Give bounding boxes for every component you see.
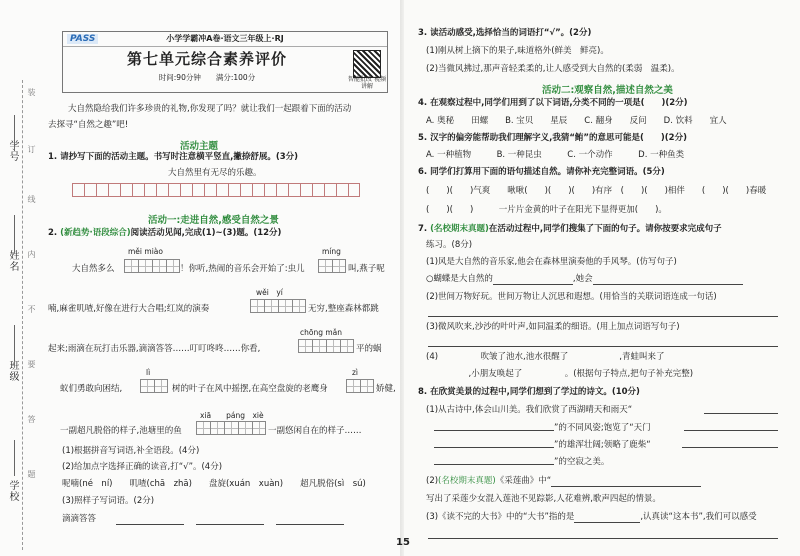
tianzige-weiyi[interactable] [250, 299, 306, 313]
q7-item-1-prompt [426, 274, 743, 285]
binding-mark: 装 [27, 88, 36, 96]
q2-tag: (新趋势·语段综合) [60, 228, 131, 238]
question-4: 4. 在观察过程中,同学们用到了以下词语,分类不同的一项是( )(2分) [418, 98, 688, 108]
q7-item-2: (2)世间万物好玩。世间万物让人沉思和遐想。(用恰当的关联词语连成一句话) [426, 292, 717, 302]
binding-mark: 答 [27, 415, 36, 423]
binding-margin [0, 0, 40, 556]
answer-blank[interactable] [593, 275, 743, 285]
exam-title: 第七单元综合素养评价 [126, 50, 287, 68]
binding-mark: 要 [27, 360, 36, 368]
section-2-heading: 活动二:观察自然,描述自然之美 [542, 85, 673, 96]
answer-blank[interactable] [551, 477, 701, 487]
q8-item-2: (2)(名校期末真题)《采莲曲》中“ [426, 476, 701, 487]
question-5: 5. 汉字的偏旁能帮助我们理解字义,我猜“鲔”的意思可能是( )(2分) [418, 133, 687, 143]
pinyin-zi: zì [352, 368, 359, 377]
q4-options[interactable]: A. 奥秘 田螺 B. 宝贝 星辰 C. 翻身 反问 D. 饮料 宜人 [426, 116, 727, 126]
sub-question-2: (2)给加点字选择正确的读音,打“√”。(4分) [62, 462, 223, 472]
pinyin-li: lì [146, 368, 151, 377]
q6-blanks-2[interactable]: ( )( ) 一片片金黄的叶子在阳光下显得更加( )。 [426, 205, 667, 215]
binding-dash-line [22, 80, 23, 550]
q7-text: 在活动过程中,同学们搜集了下面的句子。请你按要求完成句子 [488, 224, 722, 234]
q7-item-4-cont[interactable]: ,小朋友唤起了 。(根据句子特点,把句子补充完整) [426, 369, 694, 379]
section-theme-heading: 活动主题 [180, 141, 219, 152]
q8-2-text: 《采莲曲》中“ [495, 476, 552, 486]
example-word: 滴滴答答 [62, 514, 97, 524]
pinyin-ming: míng [322, 247, 341, 256]
name-label: 姓名 [7, 250, 18, 272]
q8-2-tag: (名校期末真题) [438, 476, 496, 486]
q5-options[interactable]: A. 一种植物 B. 一种昆虫 C. 一个动作 D. 一种鱼类 [426, 150, 685, 160]
binding-mark: 不 [27, 305, 36, 313]
qr-code-icon[interactable] [353, 50, 381, 78]
question-8: 8. 在欣赏美景的过程中,同学们想到了学过的诗文。(10分) [418, 387, 640, 397]
sub-question-1: (1)根据拼音写词语,补全语段。(4分) [62, 446, 200, 456]
answer-line[interactable] [684, 430, 778, 431]
right-page [404, 0, 800, 556]
pinyin-xia-pangxie: xiā páng xiè [200, 411, 264, 420]
school-label: 学校 [7, 480, 18, 502]
pinyin-meimiao: měi miào [128, 247, 163, 256]
theme-sentence: 大自然里有无尽的乐趣。 [168, 168, 262, 178]
tianzige-zi[interactable] [346, 379, 374, 393]
tianzige-chongman[interactable] [298, 339, 354, 353]
answer-line[interactable] [196, 524, 264, 525]
class-line [14, 325, 15, 361]
q8-item-1c: ”的雄浑壮阔;领略了鹿柴“ [554, 440, 651, 450]
passage-line-4b: 树的叶子在风中摇摆,在高空盘旋的老鹰身 [172, 384, 328, 394]
passage-line-5b: 一副悠闲自在的样子…… [268, 426, 362, 436]
question-2: 2. (新趋势·语段综合)阅读活动见闻,完成(1)~(3)题。(12分) [48, 228, 282, 238]
page-number: 15 [396, 537, 410, 548]
tianzige-xia-pangxie[interactable] [196, 421, 266, 435]
q8-3-cont: ,认真读“这本书”,我们可以感受 [640, 512, 757, 522]
intro-line-2: 去探寻“自然之趣”吧! [48, 120, 129, 130]
answer-line[interactable] [116, 524, 184, 525]
answer-line[interactable] [428, 346, 778, 347]
passage-line-1b: ！你听,热闹的音乐会开始了:虫儿 [180, 264, 305, 274]
qr-caption: 智能批改 视频讲解 [348, 76, 386, 90]
tianzige-ming[interactable] [318, 259, 346, 273]
answer-line[interactable] [704, 413, 778, 414]
q2-text: 阅读活动见闻,完成(1)~(3)题。(12分) [130, 228, 282, 238]
question-3: 3. 读活动感受,选择恰当的词语打“√”。(2分) [418, 28, 592, 38]
series-name: 小学学霸冲A卷·语文三年级上·RJ [63, 32, 387, 47]
binding-mark: 内 [27, 250, 36, 258]
copy-writing-grid[interactable] [72, 183, 360, 197]
passage-line-2b: 无穷,整座森林都跳 [308, 304, 379, 314]
q7-1-middle: ,她会 [572, 274, 593, 284]
name-line [14, 215, 15, 251]
passage-line-4c: 娇健, [376, 384, 396, 394]
q8-item-1: (1)从古诗中,体会山川美。我们欣赏了西湖晴天和雨天“ [426, 405, 633, 415]
answer-blank[interactable] [493, 275, 573, 285]
sub-question-3: (3)照样子写词语。(2分) [62, 496, 155, 506]
q8-item-1d: ”的空寂之美。 [554, 457, 610, 467]
answer-blank[interactable] [574, 513, 640, 523]
binding-mark: 题 [27, 470, 36, 478]
passage-line-5a: 一副超凡脱俗的样子,池塘里的鱼 [60, 426, 182, 436]
reading-choices[interactable]: 呢喃(né ní) 叽喳(chā zhā) 盘旋(xuán xuàn) 超凡脱俗(sì sú) [62, 479, 366, 489]
passage-line-2a: 喃,麻雀叽喳,好像在进行大合唱;红岚的演奏 [48, 304, 210, 314]
question-1: 1. 请抄写下面的活动主题。书写时注意横平竖直,撇捺舒展。(3分) [48, 152, 299, 162]
pinyin-chongman: chōng mǎn [300, 328, 343, 337]
class-label: 班级 [7, 360, 18, 382]
answer-line[interactable] [428, 538, 778, 539]
passage-line-1a: 大自然多么 [72, 264, 115, 274]
q3-item-2[interactable]: (2)当微风拂过,那声音轻柔柔的,让人感受到大自然的(柔弱 温柔)。 [426, 64, 680, 74]
time-score-info: 时间:90分钟 满分:100分 [158, 73, 256, 82]
answer-line[interactable] [434, 447, 554, 448]
pass-logo: PASS [67, 34, 98, 44]
binding-mark: 订 [27, 145, 36, 153]
q7-item-4[interactable]: (4) 吹皱了池水,池水很醒了 ,青蛙叫来了 [426, 352, 665, 362]
passage-line-3b: 平的蜗 [356, 344, 382, 354]
exam-header [62, 31, 388, 93]
q7-continued: 练习。(8分) [426, 240, 473, 250]
q8-item-1b: ”的不同风姿;饱览了“天门 [554, 423, 651, 433]
student-id-label: 学号 [7, 140, 18, 162]
q8-item-2b: 写出了采莲少女混入莲池不见踪影,人花难辨,歌声四起的情景。 [426, 494, 661, 504]
tianzige-li[interactable] [140, 379, 168, 393]
q3-item-1[interactable]: (1)刚从树上摘下的果子,味道格外(鲜美 鲜亮)。 [426, 46, 609, 56]
passage-line-3a: 起来;雨滴在玩打击乐器,滴滴答答……叮叮咚咚……你看, [48, 344, 261, 354]
passage-line-1c: 叫,燕子呢 [348, 264, 385, 274]
q8-3-text: (3)《读不完的大书》中的“大书”指的是 [426, 512, 575, 522]
passage-line-4a: 蚁们勇敢向困结, [60, 384, 123, 394]
answer-line[interactable] [276, 524, 344, 525]
q7-item-3: (3)微风吹来,沙沙的叶叶声,如同温柔的细语。(用上加点词语写句子) [426, 322, 680, 332]
answer-line[interactable] [428, 316, 778, 317]
q6-blanks-1[interactable]: ( )( )气爽 啾啾( )( )( )有序 ( )( )相伴 ( )( )春暖 [426, 186, 767, 196]
q8-item-3 [426, 512, 757, 523]
pinyin-weiyi: wěi yí [256, 288, 283, 297]
answer-line[interactable] [682, 447, 778, 448]
answer-line[interactable] [434, 464, 554, 465]
intro-line-1: 大自然隐给我们许多珍贵的礼物,你发现了吗？就让我们一起跟着下面的活动 [68, 104, 352, 114]
q7-tag: (名校期末真题) [430, 224, 489, 234]
tianzige-meimiao[interactable] [124, 259, 180, 273]
school-line [14, 440, 15, 476]
answer-line[interactable] [434, 430, 554, 431]
section-1-heading: 活动一:走进自然,感受自然之景 [148, 215, 279, 226]
binding-mark: 线 [27, 195, 36, 203]
question-6: 6. 同学们打算用下面的语句描述自然。请你补充完整词语。(5分) [418, 167, 665, 177]
question-7: 7. (名校期末真题)在活动过程中,同学们搜集了下面的句子。请你按要求完成句子 [418, 224, 722, 234]
q7-1-prefix: ○蝴蝶是大自然的 [426, 274, 493, 284]
student-id-line [14, 115, 15, 151]
q7-item-1: (1)风是大自然的音乐家,他会在森林里演奏他的手风琴。(仿写句子) [426, 257, 677, 267]
